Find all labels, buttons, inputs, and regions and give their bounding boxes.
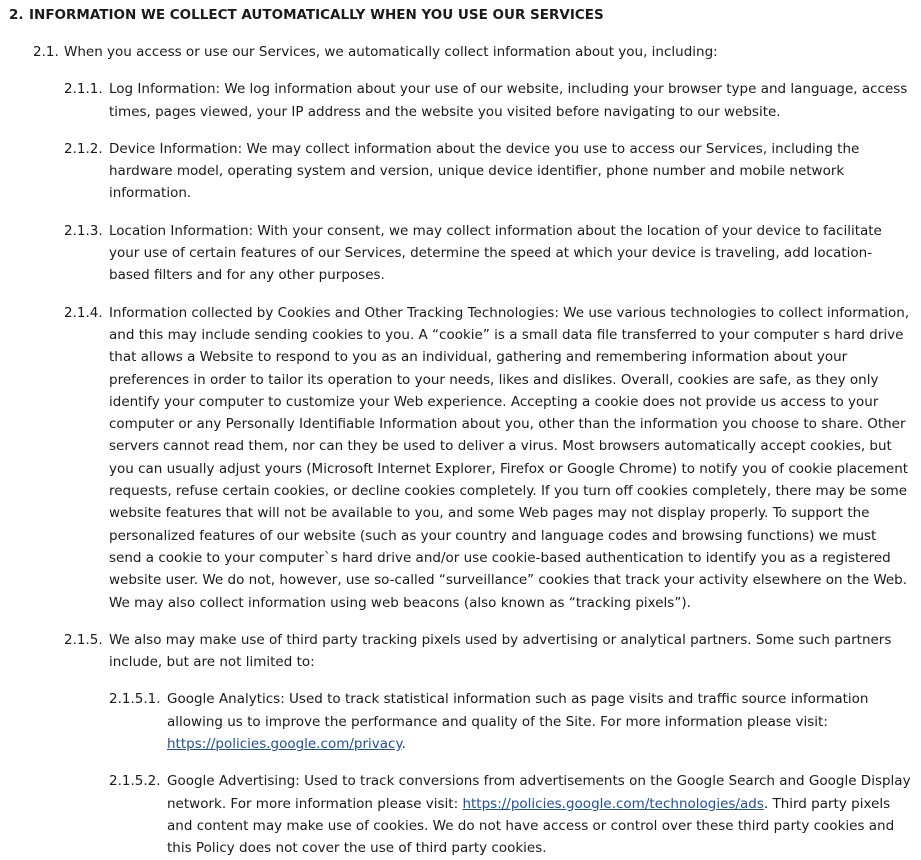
ads-technologies-link[interactable]: https://policies.google.com/technologies/ads xyxy=(462,795,764,812)
clause-text-before: Google Advertising: Used to track conversions from advertisements on the Google Search and Google Display network. For more information please visit: xyxy=(167,773,911,812)
clause-text xyxy=(167,688,911,755)
section-heading xyxy=(9,4,911,26)
clause-text: Location Information: With your consent, we may collect information about the location of your device to facilitate your use of certain features of our Services, determine the speed at which your device is traveling, add location-based filters and for any other purposes. xyxy=(109,222,882,284)
clause-number: 2.1.5. xyxy=(64,631,103,648)
clause-2-1-1 xyxy=(64,78,911,123)
section-number: 2. xyxy=(9,7,24,23)
clause-2-1 xyxy=(33,41,911,63)
clause-number: 2.1.5.1. xyxy=(109,691,161,708)
clause-2-1-4 xyxy=(64,302,911,614)
clause-text-before: Google Analytics: Used to track statistical information such as page visits and traffic source information allowing us to improve the performance and quality of the Site. For more information please visit: xyxy=(167,691,869,730)
clause-number: 2.1. xyxy=(33,44,59,60)
clause-2-1-5-2 xyxy=(109,770,911,859)
clause-text: We also may make use of third party tracking pixels used by advertising or analytical partners. Some such partners include, but are not limited to: xyxy=(109,631,892,671)
clause-text: Device Information: We may collect information about the device you use to access our Services, including the hardware model, operating system and version, unique device identifier, phone number and mobile network information. xyxy=(109,140,860,202)
clause-text: Log Information: We log information about your use of our website, including your browser type and language, access times, pages viewed, your IP address and the website you visited before navigating to our website. xyxy=(109,81,908,120)
section-title: INFORMATION WE COLLECT AUTOMATICALLY WHEN YOU USE OUR SERVICES xyxy=(29,7,604,23)
clause-number: 2.1.4. xyxy=(64,304,103,321)
clause-text xyxy=(167,770,911,859)
clause-text-after: . xyxy=(401,736,406,753)
clause-number: 2.1.3. xyxy=(64,222,103,239)
clause-text: Information collected by Cookies and Other Tracking Technologies: We use various technologies to collect information, and this may include sending cookies to you. A “cookie” is a small data file transferred to your computer s hard drive that allows a Website to respond to you as an individual, gathering and remembering information about your preferences in order to tailor its operation to your needs, likes and dislikes. Overall, cookies are safe, as they only identify your computer to customize your Web experience. Accepting a cookie does not provide us access to your computer or any Personally Identifiable Information about you, other than the information you choose to share. Other servers cannot read them, nor can they be used to deliver a virus. Most browsers automatically accept cookies, but you can usually adjust yours (Microsoft Internet Explorer, Firefox or Google Chrome) to notify you of cookie placement requests, refuse certain cookies, or decline cookies completely. If you turn off cookies completely, there may be some website features that will not be available to you, and some Web pages may not display properly. To support the personalized features of our website (such as your country and language codes and browsing functions) we must send a cookie to your computer`s hard drive and/or use cookie-based authentication to identify you as a registered website user. We do not, however, use so-called “surveillance” cookies that track your activity elsewhere on the Web. We may also collect information using web beacons (also known as “tracking pixels”). xyxy=(109,304,910,611)
clause-2-1-5-1 xyxy=(109,688,911,755)
clause-2-1-2 xyxy=(64,138,911,205)
clause-text: When you access or use our Services, we automatically collect information about you, including: xyxy=(64,44,718,60)
clause-number: 2.1.5.2. xyxy=(109,773,161,790)
clause-2-1-3 xyxy=(64,220,911,287)
clause-number: 2.1.1. xyxy=(64,81,103,98)
clause-2-1-5 xyxy=(64,629,911,674)
clause-text-after: . Third party pixels and content may make use of cookies. We do not have access or control over these third party cookies and this Policy does not cover the use of third party cookies. xyxy=(167,795,895,857)
clause-number: 2.1.2. xyxy=(64,140,103,157)
privacy-policy-link[interactable]: https://policies.google.com/privacy xyxy=(167,736,402,753)
